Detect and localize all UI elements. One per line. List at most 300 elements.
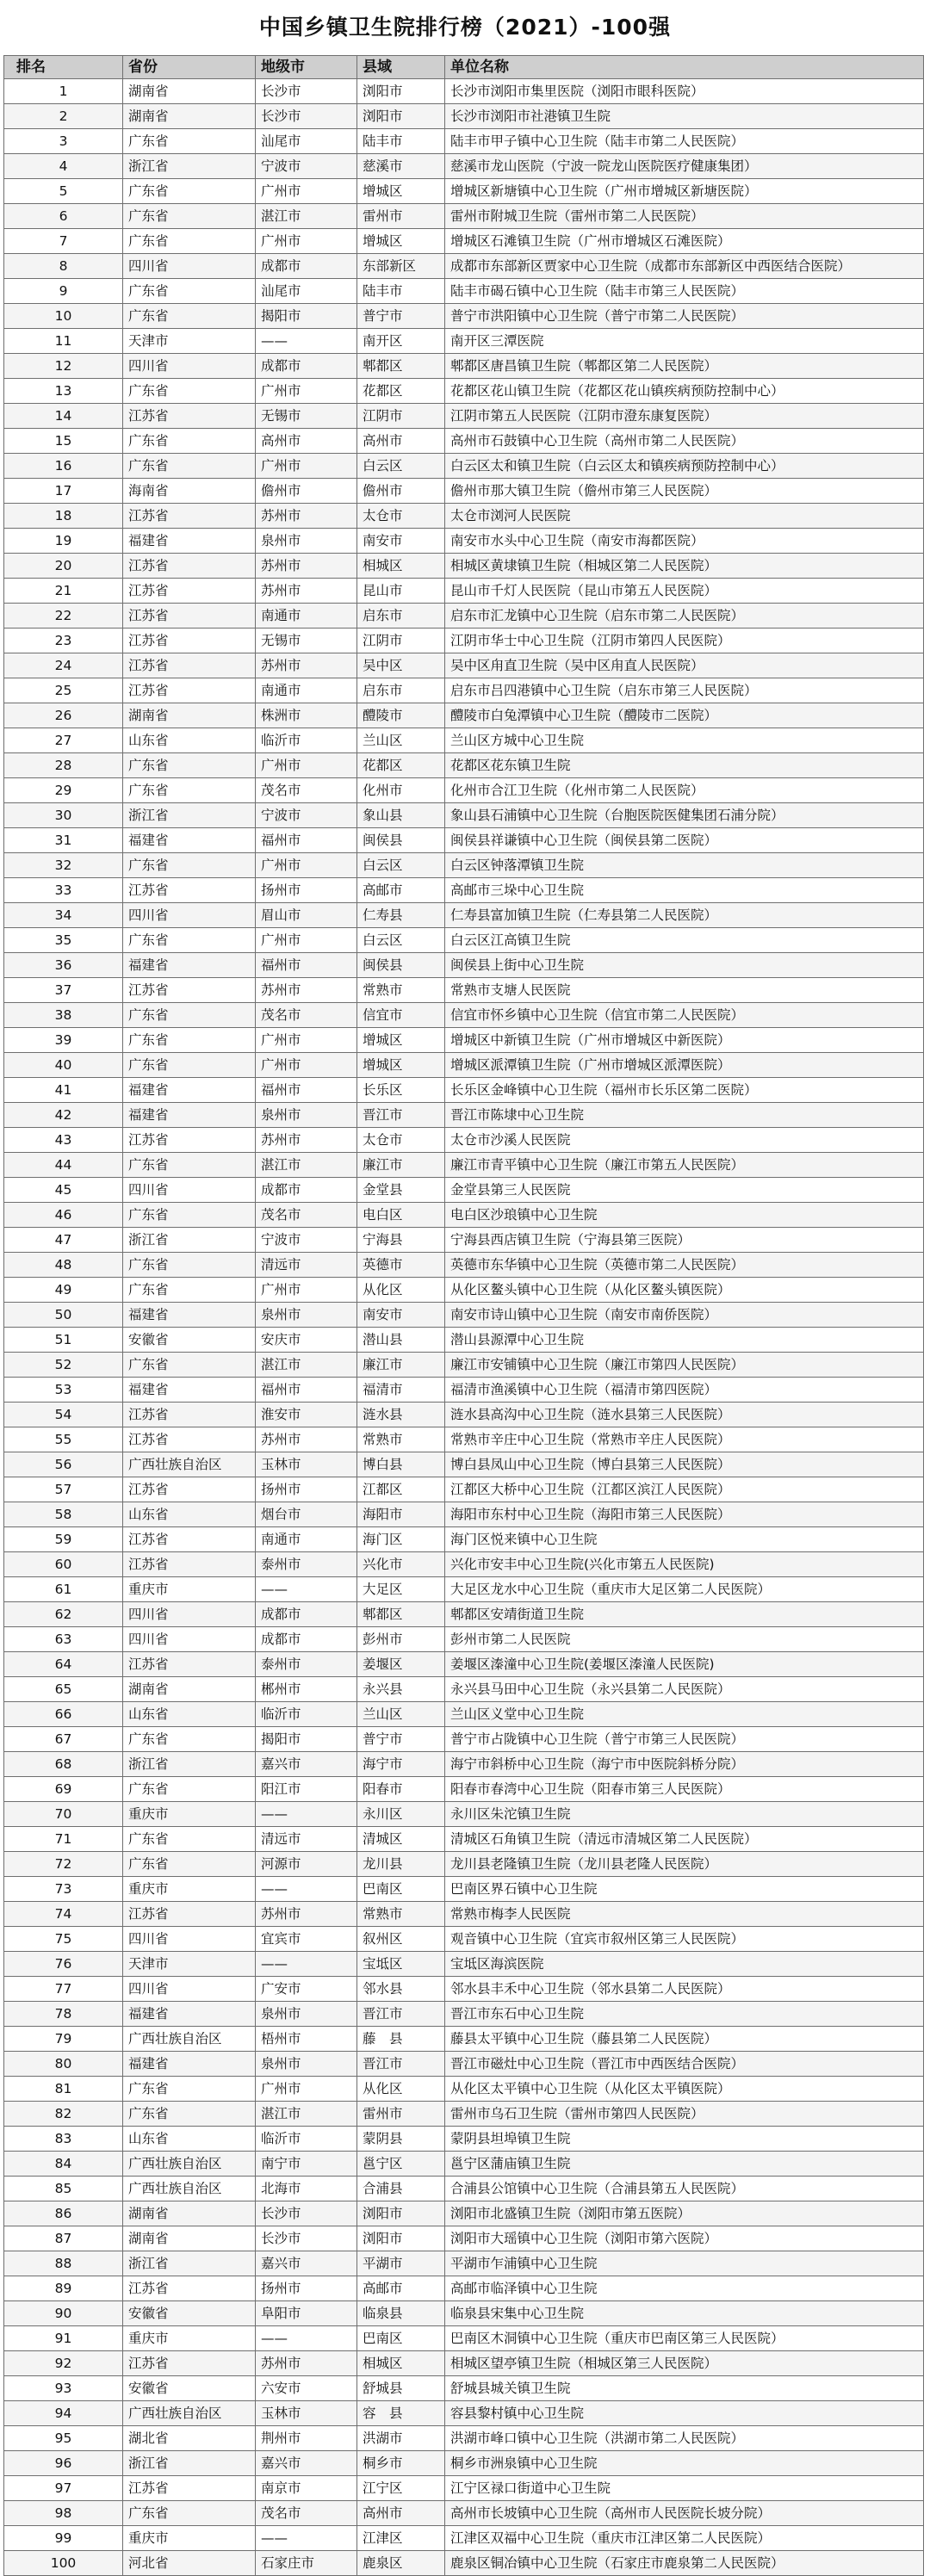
table-row <box>4 2501 924 2526</box>
city-cell: 南宁市 <box>256 2152 357 2177</box>
city-cell: 清远市 <box>256 1827 357 1852</box>
province-cell: 广东省 <box>123 2102 256 2127</box>
county-cell: 象山县 <box>357 803 445 828</box>
table-row <box>4 1602 924 1627</box>
city-cell: 茂名市 <box>256 1203 357 1228</box>
county-cell: 电白区 <box>357 1203 445 1228</box>
province-cell: 江苏省 <box>123 1652 256 1677</box>
province-cell: 江苏省 <box>123 504 256 529</box>
county-cell: 增城区 <box>357 229 445 254</box>
name-cell: 龙川县老隆镇卫生院（龙川县老隆人民医院） <box>445 1852 924 1877</box>
table-row <box>4 304 924 329</box>
province-cell: 广东省 <box>123 279 256 304</box>
table-row <box>4 2326 924 2351</box>
county-cell: 长乐区 <box>357 1078 445 1103</box>
rank-cell: 47 <box>4 1228 123 1253</box>
rank-cell: 45 <box>4 1178 123 1203</box>
table-row <box>4 1852 924 1877</box>
province-cell: 江苏省 <box>123 629 256 653</box>
rank-cell: 49 <box>4 1278 123 1303</box>
name-cell: 白云区江高镇卫生院 <box>445 928 924 953</box>
city-cell: 苏州市 <box>256 1427 357 1452</box>
county-cell: 增城区 <box>357 1028 445 1053</box>
city-cell: —— <box>256 329 357 354</box>
province-cell: 江苏省 <box>123 404 256 429</box>
name-cell: 雷州市乌石卫生院（雷州市第四人民医院） <box>445 2102 924 2127</box>
province-cell: 福建省 <box>123 2002 256 2027</box>
name-cell: 慈溪市龙山医院（宁波一院龙山医院医疗健康集团） <box>445 154 924 179</box>
table-row <box>4 2127 924 2152</box>
province-cell: 湖北省 <box>123 2426 256 2451</box>
rank-cell: 26 <box>4 703 123 728</box>
city-cell: 苏州市 <box>256 579 357 604</box>
name-cell: 兴化市安丰中心卫生院(兴化市第五人民医院) <box>445 1552 924 1577</box>
county-cell: 高州市 <box>357 429 445 454</box>
province-cell: 广东省 <box>123 1028 256 1053</box>
county-cell: 浏阳市 <box>357 79 445 104</box>
name-cell: 巴南区木洞镇中心卫生院（重庆市巴南区第三人民医院） <box>445 2326 924 2351</box>
city-cell: 南通市 <box>256 604 357 629</box>
county-cell: 邻水县 <box>357 1977 445 2002</box>
county-cell: 化州市 <box>357 778 445 803</box>
county-cell: 南开区 <box>357 329 445 354</box>
rank-cell: 78 <box>4 2002 123 2027</box>
rank-cell: 89 <box>4 2276 123 2301</box>
province-cell: 浙江省 <box>123 803 256 828</box>
city-cell: 苏州市 <box>256 1128 357 1153</box>
county-cell: 增城区 <box>357 179 445 204</box>
table-row <box>4 1278 924 1303</box>
rank-cell: 6 <box>4 204 123 229</box>
rank-cell: 100 <box>4 2551 123 2576</box>
city-cell: 苏州市 <box>256 1902 357 1927</box>
city-cell: 汕尾市 <box>256 129 357 154</box>
rank-cell: 98 <box>4 2501 123 2526</box>
rank-cell: 50 <box>4 1303 123 1328</box>
province-cell: 山东省 <box>123 1502 256 1527</box>
rank-cell: 40 <box>4 1053 123 1078</box>
province-cell: 广西壮族自治区 <box>123 1452 256 1477</box>
county-cell: 儋州市 <box>357 479 445 504</box>
name-cell: 郫都区唐昌镇卫生院（郫都区第二人民医院） <box>445 354 924 379</box>
city-cell: 南京市 <box>256 2476 357 2501</box>
province-cell: 广东省 <box>123 1003 256 1028</box>
rank-cell: 75 <box>4 1927 123 1952</box>
name-cell: 南安市诗山镇中心卫生院（南安市南侨医院） <box>445 1303 924 1328</box>
table-row <box>4 2002 924 2027</box>
province-cell: 广东省 <box>123 753 256 778</box>
county-cell: 高州市 <box>357 2501 445 2526</box>
province-cell: 江苏省 <box>123 1128 256 1153</box>
province-cell: 江苏省 <box>123 1403 256 1427</box>
rank-cell: 23 <box>4 629 123 653</box>
rank-cell: 43 <box>4 1128 123 1153</box>
rank-cell: 1 <box>4 79 123 104</box>
table-row <box>4 853 924 878</box>
name-cell: 博白县凤山中心卫生院（博白县第三人民医院） <box>445 1452 924 1477</box>
rank-cell: 86 <box>4 2201 123 2226</box>
name-cell: 舒城县城关镇卫生院 <box>445 2376 924 2401</box>
rank-cell: 71 <box>4 1827 123 1852</box>
name-cell: 花都区花山镇卫生院（花都区花山镇疾病预防控制中心） <box>445 379 924 404</box>
rank-cell: 88 <box>4 2251 123 2276</box>
city-cell: 成都市 <box>256 1627 357 1652</box>
rank-cell: 30 <box>4 803 123 828</box>
table-row <box>4 2276 924 2301</box>
rank-cell: 37 <box>4 978 123 1003</box>
table-row <box>4 703 924 728</box>
county-cell: 江都区 <box>357 1477 445 1502</box>
province-cell: 天津市 <box>123 329 256 354</box>
province-cell: 江苏省 <box>123 1427 256 1452</box>
rank-cell: 55 <box>4 1427 123 1452</box>
name-cell: 白云区钟落潭镇卫生院 <box>445 853 924 878</box>
name-cell: 晋江市磁灶中心卫生院（晋江市中西医结合医院） <box>445 2052 924 2077</box>
rank-cell: 56 <box>4 1452 123 1477</box>
rank-cell: 21 <box>4 579 123 604</box>
name-cell: 清城区石角镇卫生院（清远市清城区第二人民医院） <box>445 1827 924 1852</box>
province-cell: 广东省 <box>123 2077 256 2102</box>
name-cell: 普宁市洪阳镇中心卫生院（普宁市第二人民医院） <box>445 304 924 329</box>
county-cell: 兰山区 <box>357 1702 445 1727</box>
county-cell: 廉江市 <box>357 1353 445 1378</box>
name-cell: 涟水县高沟中心卫生院（涟水县第三人民医院） <box>445 1403 924 1427</box>
name-cell: 邕宁区蒲庙镇卫生院 <box>445 2152 924 2177</box>
rank-cell: 27 <box>4 728 123 753</box>
table-row <box>4 1952 924 1977</box>
province-cell: 四川省 <box>123 1927 256 1952</box>
city-cell: 儋州市 <box>256 479 357 504</box>
province-cell: 安徽省 <box>123 2376 256 2401</box>
table-row <box>4 1203 924 1228</box>
table-row <box>4 1802 924 1827</box>
city-cell: 高州市 <box>256 429 357 454</box>
name-cell: 增城区派潭镇卫生院（广州市增城区派潭医院） <box>445 1053 924 1078</box>
province-cell: 广东省 <box>123 1203 256 1228</box>
province-cell: 安徽省 <box>123 2301 256 2326</box>
rank-cell: 77 <box>4 1977 123 2002</box>
header-rank: 排名 <box>4 56 123 79</box>
name-cell: 昆山市千灯人民医院（昆山市第五人民医院） <box>445 579 924 604</box>
county-cell: 巴南区 <box>357 1877 445 1902</box>
province-cell: 广东省 <box>123 1777 256 1802</box>
county-cell: 陆丰市 <box>357 279 445 304</box>
province-cell: 四川省 <box>123 354 256 379</box>
rank-cell: 28 <box>4 753 123 778</box>
city-cell: 长沙市 <box>256 79 357 104</box>
city-cell: 北海市 <box>256 2177 357 2201</box>
county-cell: 昆山市 <box>357 579 445 604</box>
city-cell: 长沙市 <box>256 2226 357 2251</box>
province-cell: 江苏省 <box>123 653 256 678</box>
rank-cell: 38 <box>4 1003 123 1028</box>
city-cell: 湛江市 <box>256 2102 357 2127</box>
city-cell: 广州市 <box>256 1028 357 1053</box>
rank-cell: 85 <box>4 2177 123 2201</box>
county-cell: 郫都区 <box>357 1602 445 1627</box>
table-row <box>4 579 924 604</box>
county-cell: 太仓市 <box>357 504 445 529</box>
county-cell: 廉江市 <box>357 1153 445 1178</box>
county-cell: 浏阳市 <box>357 2226 445 2251</box>
province-cell: 广东省 <box>123 179 256 204</box>
province-cell: 广东省 <box>123 778 256 803</box>
city-cell: 六安市 <box>256 2376 357 2401</box>
rank-cell: 61 <box>4 1577 123 1602</box>
county-cell: 白云区 <box>357 853 445 878</box>
table-row <box>4 129 924 154</box>
city-cell: 宁波市 <box>256 803 357 828</box>
name-cell: 常熟市梅李人民医院 <box>445 1902 924 1927</box>
table-row <box>4 2052 924 2077</box>
name-cell: 海阳市东村中心卫生院（海阳市第三人民医院） <box>445 1502 924 1527</box>
county-cell: 白云区 <box>357 454 445 479</box>
table-row <box>4 354 924 379</box>
name-cell: 江宁区禄口街道中心卫生院 <box>445 2476 924 2501</box>
city-cell: 石家庄市 <box>256 2551 357 2576</box>
name-cell: 启东市汇龙镇中心卫生院（启东市第二人民医院） <box>445 604 924 629</box>
city-cell: 宁波市 <box>256 1228 357 1253</box>
table-row <box>4 1902 924 1927</box>
rank-cell: 17 <box>4 479 123 504</box>
province-cell: 重庆市 <box>123 2526 256 2551</box>
province-cell: 广东省 <box>123 1353 256 1378</box>
name-cell: 临泉县宋集中心卫生院 <box>445 2301 924 2326</box>
rank-cell: 5 <box>4 179 123 204</box>
county-cell: 永川区 <box>357 1802 445 1827</box>
name-cell: 巴南区界石镇中心卫生院 <box>445 1877 924 1902</box>
province-cell: 江苏省 <box>123 554 256 579</box>
city-cell: 广州市 <box>256 454 357 479</box>
page-title: 中国乡镇卫生院排行榜（2021）-100强 <box>258 15 672 40</box>
county-cell: 常熟市 <box>357 1902 445 1927</box>
province-cell: 浙江省 <box>123 2451 256 2476</box>
city-cell: 玉林市 <box>256 1452 357 1477</box>
province-cell: 江苏省 <box>123 2276 256 2301</box>
name-cell: 兰山区义堂中心卫生院 <box>445 1702 924 1727</box>
rank-cell: 52 <box>4 1353 123 1378</box>
rank-cell: 63 <box>4 1627 123 1652</box>
county-cell: 宁海县 <box>357 1228 445 1253</box>
table-row <box>4 903 924 928</box>
name-cell: 彭州市第二人民医院 <box>445 1627 924 1652</box>
rank-cell: 68 <box>4 1752 123 1777</box>
city-cell: 福州市 <box>256 1078 357 1103</box>
county-cell: 龙川县 <box>357 1852 445 1877</box>
table-row <box>4 1103 924 1128</box>
name-cell: 阳春市春湾中心卫生院（阳春市第三人民医院） <box>445 1777 924 1802</box>
table-row <box>4 2251 924 2276</box>
city-cell: 扬州市 <box>256 2276 357 2301</box>
table-row <box>4 1128 924 1153</box>
province-cell: 湖南省 <box>123 1677 256 1702</box>
rank-cell: 15 <box>4 429 123 454</box>
province-cell: 广东省 <box>123 1727 256 1752</box>
name-cell: 合浦县公馆镇中心卫生院（合浦县第五人民医院） <box>445 2177 924 2201</box>
city-cell: 清远市 <box>256 1253 357 1278</box>
table-row <box>4 2027 924 2052</box>
city-cell: 长沙市 <box>256 104 357 129</box>
name-cell: 相城区黄埭镇卫生院（相城区第二人民医院） <box>445 554 924 579</box>
county-cell: 容 县 <box>357 2401 445 2426</box>
table-row <box>4 1827 924 1852</box>
name-cell: 容县黎村镇中心卫生院 <box>445 2401 924 2426</box>
name-cell: 陆丰市碣石镇中心卫生院（陆丰市第三人民医院） <box>445 279 924 304</box>
city-cell: 株洲市 <box>256 703 357 728</box>
rank-cell: 41 <box>4 1078 123 1103</box>
table-row <box>4 2152 924 2177</box>
rank-cell: 32 <box>4 853 123 878</box>
city-cell: 临沂市 <box>256 1702 357 1727</box>
province-cell: 江苏省 <box>123 878 256 903</box>
county-cell: 临泉县 <box>357 2301 445 2326</box>
county-cell: 宝坻区 <box>357 1952 445 1977</box>
city-cell: 郴州市 <box>256 1677 357 1702</box>
county-cell: 兴化市 <box>357 1552 445 1577</box>
name-cell: 桐乡市洲泉镇中心卫生院 <box>445 2451 924 2476</box>
name-cell: 永兴县马田中心卫生院（永兴县第二人民医院） <box>445 1677 924 1702</box>
county-cell: 浏阳市 <box>357 2201 445 2226</box>
city-cell: 苏州市 <box>256 554 357 579</box>
name-cell: 太仓市沙溪人民医院 <box>445 1128 924 1153</box>
city-cell: 泉州市 <box>256 2002 357 2027</box>
city-cell: 无锡市 <box>256 629 357 653</box>
rank-cell: 10 <box>4 304 123 329</box>
city-cell: 安庆市 <box>256 1328 357 1353</box>
city-cell: 眉山市 <box>256 903 357 928</box>
province-cell: 重庆市 <box>123 1577 256 1602</box>
county-cell: 常熟市 <box>357 978 445 1003</box>
province-cell: 广东省 <box>123 928 256 953</box>
table-row <box>4 479 924 504</box>
city-cell: 揭阳市 <box>256 1727 357 1752</box>
name-cell: 成都市东部新区贾家中心卫生院（成都市东部新区中西医结合医院） <box>445 254 924 279</box>
name-cell: 浏阳市北盛镇卫生院（浏阳市第五医院） <box>445 2201 924 2226</box>
rank-cell: 42 <box>4 1103 123 1128</box>
county-cell: 合浦县 <box>357 2177 445 2201</box>
name-cell: 江津区双福中心卫生院（重庆市江津区第二人民医院） <box>445 2526 924 2551</box>
city-cell: 扬州市 <box>256 878 357 903</box>
table-row <box>4 1552 924 1577</box>
rank-cell: 73 <box>4 1877 123 1902</box>
province-cell: 山东省 <box>123 2127 256 2152</box>
table-row <box>4 1403 924 1427</box>
rank-cell: 70 <box>4 1802 123 1827</box>
table-row <box>4 1527 924 1552</box>
rank-cell: 97 <box>4 2476 123 2501</box>
province-cell: 广西壮族自治区 <box>123 2401 256 2426</box>
county-cell: 潜山县 <box>357 1328 445 1353</box>
province-cell: 湖南省 <box>123 79 256 104</box>
province-cell: 江苏省 <box>123 1527 256 1552</box>
city-cell: —— <box>256 1577 357 1602</box>
rank-cell: 35 <box>4 928 123 953</box>
rank-cell: 22 <box>4 604 123 629</box>
rank-cell: 59 <box>4 1527 123 1552</box>
table-row <box>4 1328 924 1353</box>
rank-cell: 83 <box>4 2127 123 2152</box>
table-row <box>4 2426 924 2451</box>
province-cell: 广东省 <box>123 429 256 454</box>
rank-cell: 16 <box>4 454 123 479</box>
city-cell: 南通市 <box>256 678 357 703</box>
city-cell: 梧州市 <box>256 2027 357 2052</box>
rank-cell: 29 <box>4 778 123 803</box>
table-row <box>4 1652 924 1677</box>
table-row <box>4 1477 924 1502</box>
name-cell: 从化区鳌头镇中心卫生院（从化区鳌头镇医院） <box>445 1278 924 1303</box>
county-cell: 吴中区 <box>357 653 445 678</box>
county-cell: 海阳市 <box>357 1502 445 1527</box>
county-cell: 永兴县 <box>357 1677 445 1702</box>
province-cell: 广东省 <box>123 454 256 479</box>
name-cell: 晋江市东石中心卫生院 <box>445 2002 924 2027</box>
name-cell: 永川区朱沱镇卫生院 <box>445 1802 924 1827</box>
table-row <box>4 1178 924 1203</box>
province-cell: 广东省 <box>123 1827 256 1852</box>
table-row <box>4 229 924 254</box>
table-row <box>4 1003 924 1028</box>
table-row <box>4 1153 924 1178</box>
name-cell: 闽侯县上街中心卫生院 <box>445 953 924 978</box>
name-cell: 花都区花东镇卫生院 <box>445 753 924 778</box>
table-row <box>4 1777 924 1802</box>
name-cell: 增城区新塘镇中心卫生院（广州市增城区新塘医院） <box>445 179 924 204</box>
rank-cell: 80 <box>4 2052 123 2077</box>
county-cell: 雷州市 <box>357 2102 445 2127</box>
city-cell: —— <box>256 2526 357 2551</box>
table-row <box>4 1677 924 1702</box>
name-cell: 观音镇中心卫生院（宜宾市叙州区第三人民医院） <box>445 1927 924 1952</box>
header-county: 县域 <box>357 56 445 79</box>
city-cell: 福州市 <box>256 953 357 978</box>
name-cell: 浏阳市大瑶镇中心卫生院（浏阳市第六医院） <box>445 2226 924 2251</box>
province-cell: 四川省 <box>123 1627 256 1652</box>
table-row <box>4 1702 924 1727</box>
rank-cell: 90 <box>4 2301 123 2326</box>
county-cell: 江津区 <box>357 2526 445 2551</box>
name-cell: 宝坻区海滨医院 <box>445 1952 924 1977</box>
name-cell: 启东市吕四港镇中心卫生院（启东市第三人民医院） <box>445 678 924 703</box>
ranking-table <box>3 55 924 2576</box>
table-row <box>4 629 924 653</box>
province-cell: 福建省 <box>123 1078 256 1103</box>
city-cell: —— <box>256 2326 357 2351</box>
city-cell: 汕尾市 <box>256 279 357 304</box>
table-row <box>4 2301 924 2326</box>
rank-cell: 9 <box>4 279 123 304</box>
rank-cell: 66 <box>4 1702 123 1727</box>
table-row <box>4 529 924 554</box>
rank-cell: 69 <box>4 1777 123 1802</box>
province-cell: 广东省 <box>123 229 256 254</box>
county-cell: 博白县 <box>357 1452 445 1477</box>
table-row <box>4 2351 924 2376</box>
name-cell: 鹿泉区铜冶镇中心卫生院（石家庄市鹿泉第二人民医院） <box>445 2551 924 2576</box>
county-cell: 晋江市 <box>357 2052 445 2077</box>
county-cell: 藤 县 <box>357 2027 445 2052</box>
rank-cell: 87 <box>4 2226 123 2251</box>
county-cell: 闽侯县 <box>357 953 445 978</box>
name-cell: 南开区三潭医院 <box>445 329 924 354</box>
rank-cell: 3 <box>4 129 123 154</box>
table-row <box>4 928 924 953</box>
county-cell: 江宁区 <box>357 2476 445 2501</box>
province-cell: 四川省 <box>123 254 256 279</box>
province-cell: 广西壮族自治区 <box>123 2177 256 2201</box>
table-row <box>4 878 924 903</box>
county-cell: 桐乡市 <box>357 2451 445 2476</box>
